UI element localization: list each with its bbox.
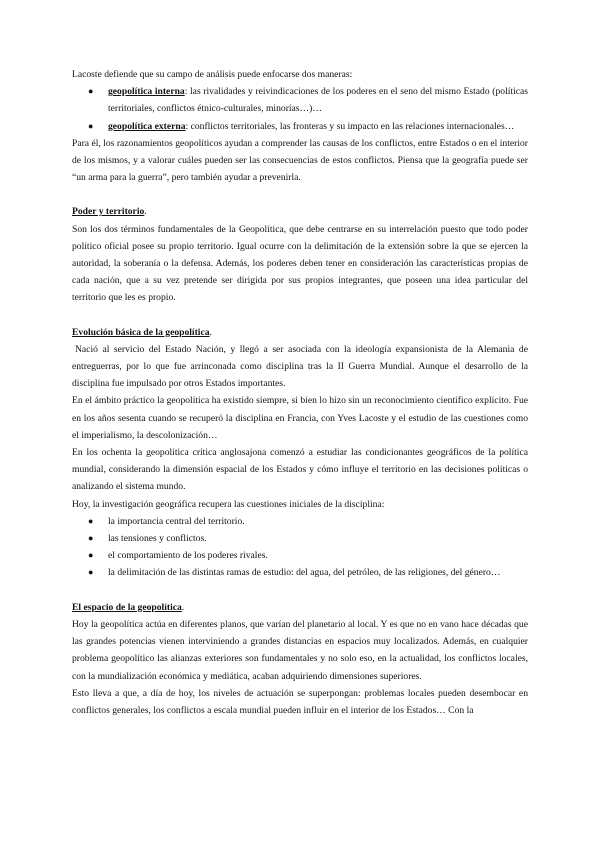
- intro-bullet-list: [72, 83, 528, 135]
- heading-suffix: .: [181, 601, 185, 613]
- section2-paragraph-1: Nació al servicio del Estado Nación, y llegó a ser asociada con la ideología expansionista de la Alemania de entreguerras, por lo que fue arrinconada como disciplina tras la II Guerra Mundial. Aunque el desarrollo de la disciplina fue impulsado por otros Estados importantes.: [72, 343, 528, 390]
- term-geopolitica-externa: geopolítica externa: [108, 120, 186, 132]
- section2-paragraph-3: En los ochenta la geopolítica crítica anglosajona comenzó a estudiar las condicionantes geográficos de la política mundial, considerando la dimensión espacial de los Estados y cómo influye el territorio en las decisiones políticas o analizando el sistema mundo.: [72, 447, 528, 493]
- list-item: [72, 564, 528, 581]
- bullet-icon: ●: [88, 515, 94, 526]
- bullet-icon: ●: [88, 550, 94, 561]
- bullet-icon: ●: [88, 120, 94, 131]
- heading-suffix: .: [144, 206, 147, 218]
- list-item-text: la importancia central del territorio.: [108, 515, 245, 527]
- section-heading-espacio: [72, 599, 528, 616]
- list-item: [72, 83, 528, 117]
- bullet-icon: ●: [88, 86, 94, 97]
- list-item: [72, 547, 528, 564]
- list-item-text: el comportamiento de los poderes rivales.: [108, 550, 268, 562]
- intro-paragraph: Para él, los razonamientos geopolíticos ayudan a comprender las causas de los conflictos, entre Estados o en el interior de los mismos, y a valorar cuáles pueden ser las consecuencias de estos conflictos. Piensa que la geografía puede ser “un arma para la guerra”, pero también ayudar a prevenirla.: [72, 137, 528, 184]
- heading-suffix: .: [209, 326, 212, 338]
- intro-lead: Lacoste defiende que su campo de análisis puede enfocarse dos maneras:: [72, 69, 353, 80]
- section2-bullet-list: [72, 513, 528, 582]
- bullet-icon: ●: [88, 567, 94, 578]
- list-item-text: : conflictos territoriales, las fronteras y su impacto en las relaciones internacionales…: [185, 120, 515, 132]
- section1-paragraph: Son los dos términos fundamentales de la Geopolítica, que debe centrarse en su interrelación puesto que todo poder político oficial posee su propio territorio. Igual ocurre con la delimitación de la extensión sobre la que se ejercen la autoridad, la soberanía o la defensa. Además, los poderes deben tener en consideración las características propias de cada nación, que a su vez pretende ser dirigida por sus propios integrantes, que poseen una idea particular del territorio que les es propio.: [72, 223, 528, 304]
- list-item: [72, 530, 528, 547]
- section-heading-evolucion: [72, 324, 528, 341]
- section-heading-poder: [72, 203, 528, 220]
- list-item-text: : las rivalidades y reivindicaciones de los poderes en el seno del mismo Estado (políticas territoriales, conflictos étnico-culturales, minorías…)…: [108, 86, 528, 115]
- list-item: [72, 118, 528, 135]
- section3-paragraph-2: Esto lleva a que, a día de hoy, los niveles de actuación se superpongan: problemas locales pueden desembocar en conflictos generales, los conflictos a escala mundial pueden influir en el interior de los Estados… Con la: [72, 687, 528, 716]
- list-item-text: la delimitación de las distintas ramas de estudio: del agua, del petróleo, de las religiones, del género…: [108, 567, 501, 579]
- section3-paragraph-1: Hoy la geopolítica actúa en diferentes planos, que varían del planetario al local. Y es que no en vano hace décadas que las grandes potencias vienen interviniendo a grandes distancias en espacios muy localizados. Además, en cualquier problema geopolítico las alianzas exteriores son fundamentales y no solo eso, en la actualidad, los conflictos locales, con la mundialización económica y mediática, acaban adquiriendo dimensiones superiores.: [72, 618, 528, 682]
- heading-text: Evolución básica de la geopolítica: [72, 326, 210, 338]
- bullet-icon: ●: [88, 533, 94, 544]
- list-item: [72, 513, 528, 530]
- section2-paragraph-2: En el ámbito práctico la geopolítica ha existido siempre, si bien lo hizo sin un reconocimiento científico explícito. Fue en los años sesenta cuando se recuperó la disciplina en Francia, con Yves Lacoste y el estudio de las cuestiones como el imperialismo, la descolonización…: [72, 395, 528, 441]
- term-geopolitica-interna: geopolítica interna: [108, 86, 185, 98]
- section2-paragraph-4: Hoy, la investigación geográfica recupera las cuestiones iniciales de la disciplina:: [72, 498, 385, 510]
- list-item-text: las tensiones y conflictos.: [108, 533, 207, 545]
- heading-text: El espacio de la geopolítica: [72, 601, 182, 613]
- heading-text: Poder y territorio: [72, 206, 145, 218]
